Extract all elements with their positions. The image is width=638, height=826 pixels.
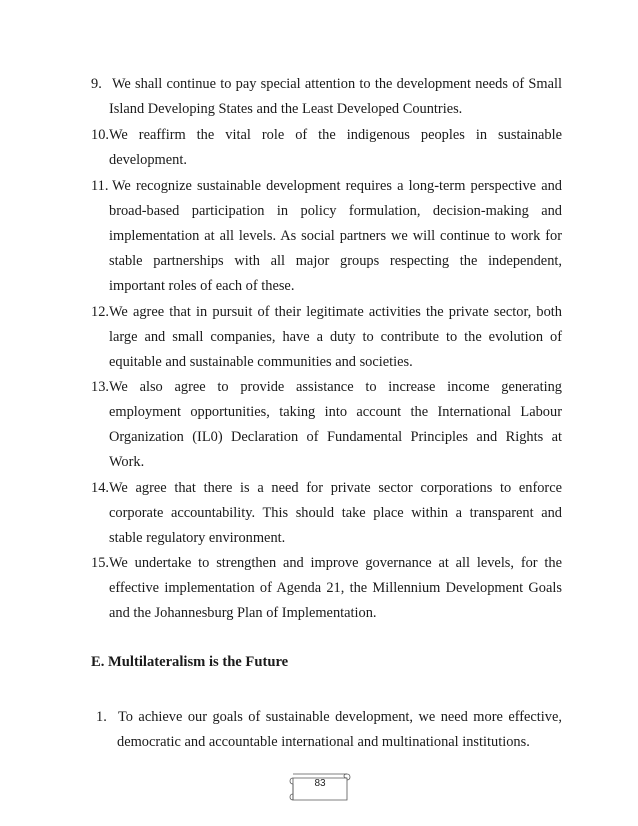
item-line: We reaffirm the vital role of the indigenous peoples in sustainable [109, 127, 562, 143]
item-line: corporate accountability. This should take place within a transparent and [109, 505, 562, 521]
item-number: 9. [91, 76, 102, 92]
item-line: Organization (IL0) Declaration of Fundamental Principles and Rights at [109, 429, 562, 445]
list-item-15 [91, 551, 562, 626]
item-number: 15. [91, 555, 109, 571]
item-line: stable partnerships with all major groups respecting the independent, [109, 253, 562, 269]
item-line: employment opportunities, taking into account the International Labour [109, 404, 562, 420]
list-item-10 [91, 123, 562, 173]
sub-list-item-1 [91, 705, 562, 755]
list-item-12 [91, 300, 562, 375]
item-line: Island Developing States and the Least Developed Countries. [109, 101, 463, 117]
list-item-13 [91, 375, 562, 475]
item-line: effective implementation of Agenda 21, the Millennium Development Goals [109, 580, 562, 596]
item-line: democratic and accountable international and multinational institutions. [117, 734, 530, 750]
item-number: 11. [91, 178, 109, 194]
item-line: development. [109, 152, 187, 168]
item-line: We undertake to strengthen and improve governance at all levels, for the [109, 555, 562, 571]
item-number: 12. [91, 304, 109, 320]
item-number: 13. [91, 379, 109, 395]
item-line: broad-based participation in policy formulation, decision-making and [109, 203, 562, 219]
item-line: We agree that there is a need for private sector corporations to enforce [109, 480, 562, 496]
section-heading: E. Multilateralism is the Future [91, 654, 289, 670]
item-line: Work. [109, 454, 145, 470]
item-line: large and small companies, have a duty to contribute to the evolution of [109, 329, 562, 345]
item-line: stable regulatory environment. [109, 530, 286, 546]
list-item-11 [91, 174, 562, 299]
item-line: important roles of each of these. [109, 278, 295, 294]
list-item-14 [91, 476, 562, 551]
item-line: We recognize sustainable development requires a long-term perspective and [112, 178, 562, 194]
page-number: 83 [314, 778, 326, 789]
item-line: equitable and sustainable communities and societies. [109, 354, 413, 370]
item-number: 1. [96, 709, 107, 725]
list-item-9 [91, 72, 562, 122]
item-line: and the Johannesburg Plan of Implementation. [109, 605, 377, 621]
item-line: implementation at all levels. As social partners we will continue to work for [109, 228, 562, 244]
item-number: 10. [91, 127, 109, 143]
item-number: 14. [91, 480, 109, 496]
item-line: We agree that in pursuit of their legitimate activities the private sector, both [109, 304, 562, 320]
item-line: We shall continue to pay special attention to the development needs of Small [112, 76, 562, 92]
item-line: We also agree to provide assistance to increase income generating [109, 379, 562, 395]
item-line: To achieve our goals of sustainable development, we need more effective, [118, 709, 562, 725]
